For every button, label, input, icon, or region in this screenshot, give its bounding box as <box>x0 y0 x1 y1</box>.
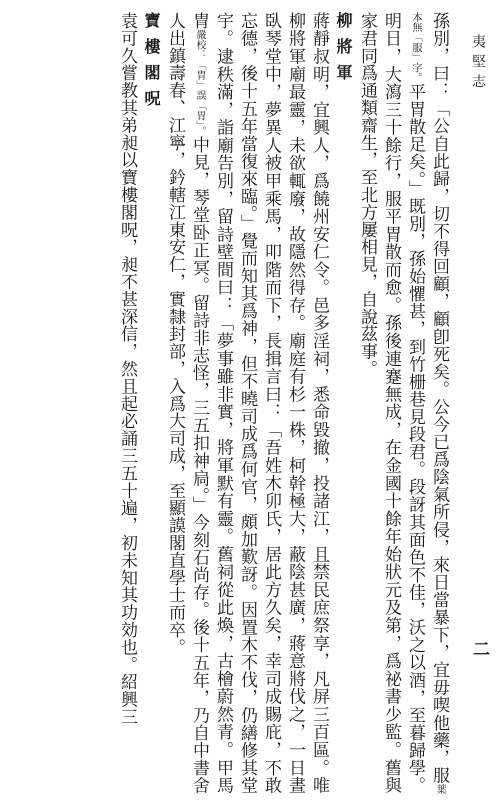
paragraph-text: 袁可久嘗教其弟昶以寶樓閣呪，昶不甚深信，然且起必誦三五十遍，初未知其功効也。紹興三 <box>117 12 137 726</box>
section-heading-baolouge-zhou: 寶樓閣呪 <box>142 12 161 116</box>
collation-note: 葉本無「服」字。 <box>410 12 445 794</box>
section-heading-liu-jiangjun: 柳將軍 <box>334 12 353 90</box>
paragraph-baolouge-zhou <box>115 12 139 794</box>
paragraph-text: 中見，琴堂卧正冥。留詩非志怪，三五扣神扃。」今刻石尚存。後十五年，乃自中書舍人出鎮壽春、江寧，鈐轄江東安仁，實隸封部，入爲大司成，至顯謨閣直學士而卒。 <box>165 12 209 794</box>
running-head: 夷堅志 <box>470 34 486 94</box>
page-rule <box>462 0 463 802</box>
paragraph-continuation <box>355 12 451 794</box>
paragraph-text: 孫別，曰：「公自此歸，切不得回顧，顧卽死矣。公今已爲陰氣所侵，來日當暴下，宜毋喫他藥，服 <box>429 12 449 784</box>
vertical-text-block <box>5 12 451 794</box>
paragraph-text: 平胃散足矣。」既別，孫始懼甚，到竹栅巷見段君。段訝其面色不佳，沃之以酒，至暮歸學。明日，大瀉三十餘行，服平胃散而愈。孫後連蹇無成，在金國十餘年始狀元及第，爲祕書少監。舊與家君同爲通類齋生，至北方屢相見，自說茲事。 <box>357 12 425 794</box>
page-number: 二 <box>469 640 489 657</box>
paragraph-text: 蔣靜叔明，宜興人，爲饒州安仁令。邑多淫祠，悉命毀撤，投諸江，且禁民庶祭享，凡屏三百區。唯柳將軍廟最靈，未欲輒廢，故隱然得存。廟庭有杉一株，柯幹極大，蔽陰甚廣，蔣意將伐之，一日晝臥琴堂中，夢異人被甲乘馬，叩階而下，長揖言曰：「吾姓木卯氏，居此方久矣，幸司成賜庇，不敢忘德，後十五年當復來臨。」覺而知其爲神，但不曉司成爲何官，頗加歎訝。因置木不伐，仍繕修其堂宇。逮秩滿，詣廟告別，留詩壁間曰：「夢事雖非實，將軍默有靈。舊祠從此煥，古檜蔚然青。甲馬胄 <box>189 12 329 794</box>
collation-note: 嚴校：「胄」誤「胃」。 <box>194 29 205 137</box>
paragraph-liu-jiangjun <box>163 12 331 794</box>
